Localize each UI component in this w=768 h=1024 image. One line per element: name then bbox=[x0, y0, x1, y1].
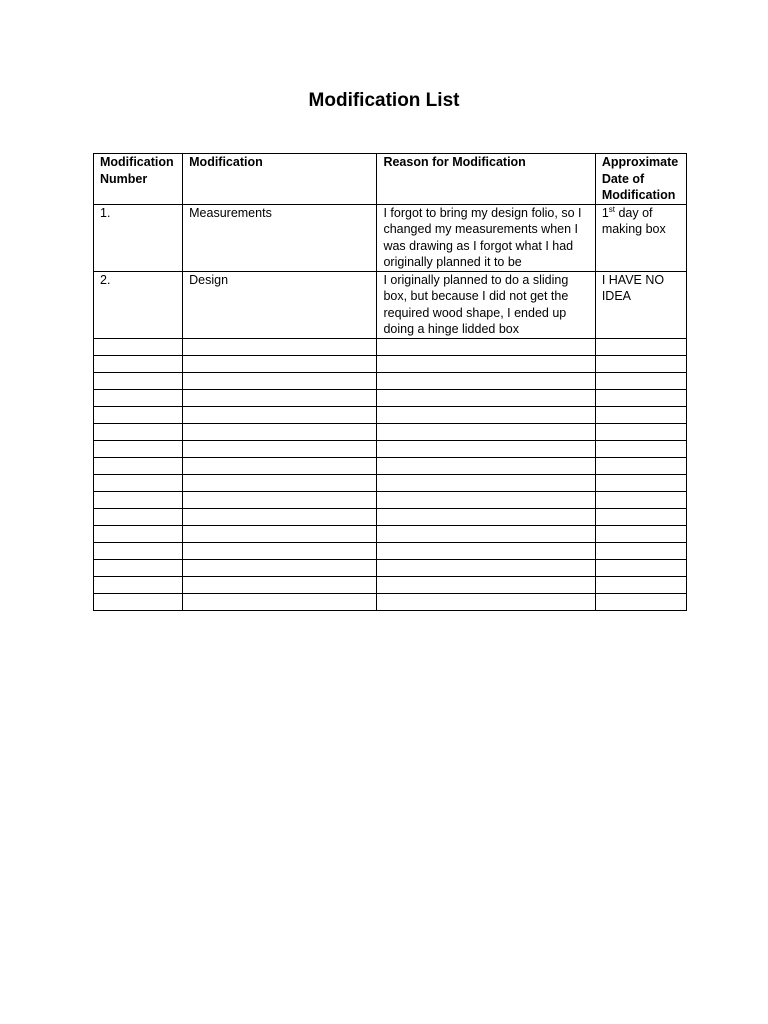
empty-cell bbox=[377, 542, 595, 559]
empty-cell bbox=[377, 525, 595, 542]
empty-cell bbox=[377, 389, 595, 406]
empty-cell bbox=[183, 440, 377, 457]
empty-cell bbox=[377, 372, 595, 389]
empty-cell bbox=[183, 508, 377, 525]
empty-cell bbox=[595, 593, 686, 610]
page-title: Modification List bbox=[308, 90, 460, 111]
empty-cell bbox=[595, 406, 686, 423]
empty-cell bbox=[377, 423, 595, 440]
cell-date bbox=[595, 204, 686, 271]
empty-table-row bbox=[94, 593, 687, 610]
empty-cell bbox=[377, 440, 595, 457]
empty-cell bbox=[183, 474, 377, 491]
empty-cell bbox=[183, 457, 377, 474]
empty-table-row bbox=[94, 559, 687, 576]
empty-cell bbox=[183, 593, 377, 610]
cell-modification: Design bbox=[183, 271, 377, 338]
empty-cell bbox=[94, 372, 183, 389]
empty-cell bbox=[377, 474, 595, 491]
empty-table-row bbox=[94, 474, 687, 491]
cell-number: 2. bbox=[94, 271, 183, 338]
empty-cell bbox=[183, 491, 377, 508]
cell-reason: I forgot to bring my design folio, so I changed my measurements when I was drawing as I forgot what I had originally planned it to be bbox=[377, 204, 595, 271]
empty-cell bbox=[377, 355, 595, 372]
empty-table-row bbox=[94, 440, 687, 457]
empty-cell bbox=[183, 372, 377, 389]
empty-cell bbox=[595, 559, 686, 576]
empty-cell bbox=[94, 593, 183, 610]
modification-table bbox=[93, 153, 687, 611]
cell-modification: Measurements bbox=[183, 204, 377, 271]
date-rest: day of making box bbox=[601, 205, 666, 236]
empty-cell bbox=[183, 525, 377, 542]
empty-table-row bbox=[94, 525, 687, 542]
empty-cell bbox=[183, 389, 377, 406]
empty-table-row bbox=[94, 338, 687, 355]
table-header-row bbox=[94, 154, 687, 205]
empty-cell bbox=[377, 559, 595, 576]
empty-cell bbox=[595, 372, 686, 389]
empty-cell bbox=[94, 457, 183, 474]
empty-cell bbox=[94, 440, 183, 457]
empty-cell bbox=[183, 542, 377, 559]
empty-cell bbox=[595, 423, 686, 440]
empty-cell bbox=[595, 389, 686, 406]
header-date: Approximate Date of Modification bbox=[595, 154, 686, 205]
empty-cell bbox=[377, 593, 595, 610]
empty-cell bbox=[94, 389, 183, 406]
empty-table-row bbox=[94, 576, 687, 593]
empty-cell bbox=[94, 576, 183, 593]
empty-cell bbox=[595, 338, 686, 355]
empty-table-row bbox=[94, 423, 687, 440]
empty-cell bbox=[377, 508, 595, 525]
empty-cell bbox=[377, 457, 595, 474]
table-row bbox=[94, 204, 687, 271]
empty-cell bbox=[94, 474, 183, 491]
empty-table-row bbox=[94, 508, 687, 525]
empty-cell bbox=[377, 491, 595, 508]
empty-cell bbox=[94, 559, 183, 576]
empty-table-row bbox=[94, 542, 687, 559]
empty-table-row bbox=[94, 491, 687, 508]
empty-cell bbox=[94, 525, 183, 542]
date-ordinal-suffix: st bbox=[608, 204, 615, 214]
header-reason: Reason for Modification bbox=[377, 154, 595, 205]
empty-table-row bbox=[94, 372, 687, 389]
empty-cell bbox=[94, 406, 183, 423]
empty-cell bbox=[595, 508, 686, 525]
empty-cell bbox=[94, 338, 183, 355]
cell-date: I HAVE NO IDEA bbox=[595, 271, 686, 338]
cell-number: 1. bbox=[94, 204, 183, 271]
header-modification-number: Modification Number bbox=[94, 154, 183, 205]
empty-cell bbox=[94, 423, 183, 440]
empty-cell bbox=[377, 576, 595, 593]
empty-cell bbox=[183, 406, 377, 423]
empty-cell bbox=[595, 474, 686, 491]
empty-cell bbox=[595, 355, 686, 372]
header-modification: Modification bbox=[183, 154, 377, 205]
table-row bbox=[94, 271, 687, 338]
empty-cell bbox=[595, 525, 686, 542]
empty-table-row bbox=[94, 406, 687, 423]
date-ordinal: 1 bbox=[601, 205, 609, 220]
empty-cell bbox=[94, 355, 183, 372]
empty-table-row bbox=[94, 457, 687, 474]
empty-cell bbox=[595, 491, 686, 508]
empty-cell bbox=[183, 559, 377, 576]
empty-cell bbox=[94, 542, 183, 559]
empty-cell bbox=[183, 355, 377, 372]
empty-cell bbox=[595, 576, 686, 593]
empty-cell bbox=[377, 406, 595, 423]
empty-cell bbox=[183, 423, 377, 440]
empty-cell bbox=[94, 508, 183, 525]
empty-cell bbox=[94, 491, 183, 508]
empty-table-row bbox=[94, 389, 687, 406]
empty-cell bbox=[595, 457, 686, 474]
cell-reason: I originally planned to do a sliding box, but because I did not get the required wood shape, I ended up doing a hinge lidded box bbox=[377, 271, 595, 338]
empty-table-row bbox=[94, 355, 687, 372]
empty-cell bbox=[183, 576, 377, 593]
empty-cell bbox=[377, 338, 595, 355]
empty-cell bbox=[595, 440, 686, 457]
empty-cell bbox=[595, 542, 686, 559]
empty-cell bbox=[183, 338, 377, 355]
